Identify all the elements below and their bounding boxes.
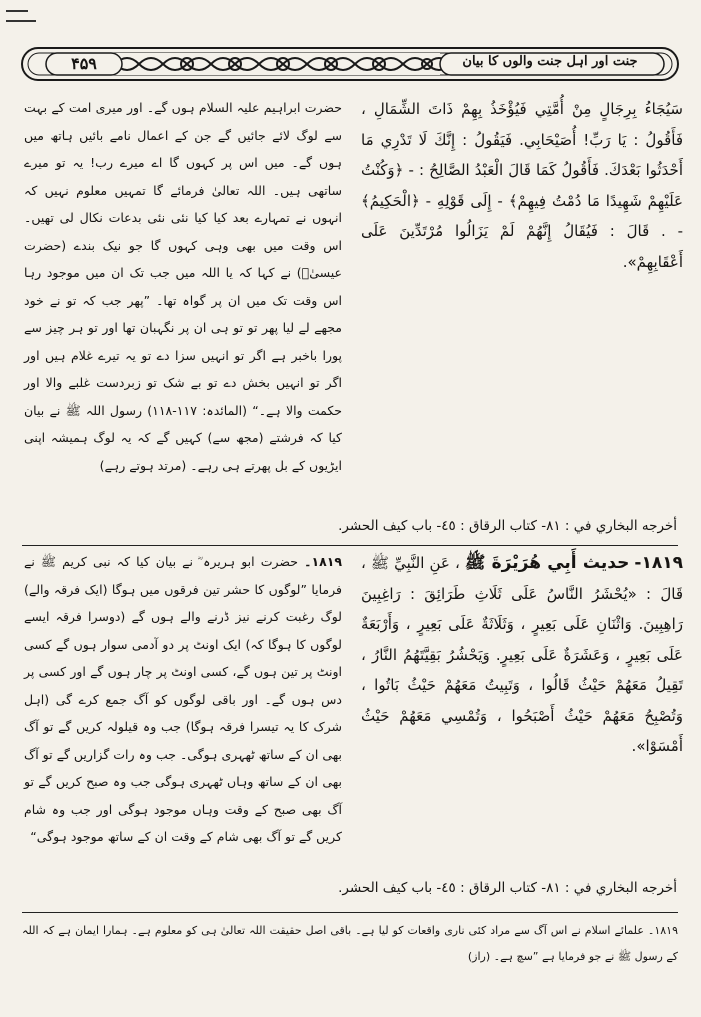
footnote-divider [22, 912, 678, 913]
running-title: جنت اور اہل جنت والوں کا بیان [462, 54, 638, 69]
hadith-label: حديث أَبِي هُرَيْرَةَ ﷺ [464, 553, 630, 573]
urdu-translation-block-2 [24, 548, 342, 851]
arabic-text-block-2 [361, 548, 683, 762]
arabic-hadith-text: سَيُجَاءُ بِرِجَالٍ مِنْ أُمَّتِي فَيُؤْخَذُ بِهِمْ ذَاتَ الشِّمَالِ ، فَأَقُولُ : يَا رَبِّ! أُصَيْحَابِي. فَيَقُولُ : إِنَّكَ لَا تَدْرِي مَا أَحْدَثُوا بَعْدَكَ. فَأَقُولُ كَمَا قَالَ الْعَبْدُ الصَّالِحُ : - ﴿وَكُنْتُ عَلَيْهِمْ شَهِيدًا مَا دُمْتُ فِيهِمْ﴾ - إِلَى قَوْلِهِ - ﴿الْحَكِيمُ﴾ - . قَالَ : فَيُقَالُ إِنَّهُمْ لَمْ يَزَالُوا مُرْتَدِّينَ عَلَى أَعْقَابِهِمْ». [361, 100, 683, 271]
arabic-text-block-1 [361, 94, 683, 277]
hadith-source-reference-2: أخرجه البخاري في : ٨١- كتاب الرقاق : ٤٥- باب كيف الحشر. [338, 880, 677, 896]
hadith-source-reference-1: أخرجه البخاري في : ٨١- كتاب الرقاق : ٤٥- باب كيف الحشر. [338, 518, 677, 534]
urdu-translation-text: حضرت ابو ہریرہ ؓ نے بیان کیا کہ نبی کریم ﷺ نے فرمایا ”لوگوں کا حشر تین فرقوں میں ہوگا (ایک فرقہ والے) لوگ رغبت کرنے نیز ڈرنے والے ہوں گے (دوسرا فرقہ ایسے لوگوں کا ہوگا کہ) ایک اونٹ پر دو آدمی سوار ہوں گے کسی اونٹ پر تین ہوں گے، کسی اونٹ پر چار ہوں گے اور کسی پر دس ہوں گے۔ اور باقی لوگوں کو آگ جمع کرے گی (اہل شرک کا یہ تیسرا فرقہ ہوگا) جب وہ قیلولہ کریں گے تو آگ بھی ان کے ساتھ ٹھہری ہوگی۔ جب وہ رات گزاریں گے تو آگ بھی ان کے ساتھ وہاں ٹھہری ہوگی جب وہ صبح کریں گے تو آگ بھی صبح کے وقت وہاں موجود ہوگی اور جب وہ شام کریں گے تو آگ بھی شام کے وقت ان کے ساتھ موجود ہوگی“ [24, 554, 342, 844]
section-divider [22, 545, 678, 546]
urdu-translation-text: حضرت ابراہیم علیہ السلام ہوں گے۔ اور میری امت کے بہت سے لوگ لائے جائیں گے جن کے اعمال نامے بائیں ہاتھ میں ہوں گے۔ میں اس پر کہوں گا اے میرے رب! یہ تو میرے ساتھی ہیں۔ اللہ تعالیٰ فرمائے گا تمہیں معلوم نہیں کہ انہوں نے تمہارے بعد کیا کیا نئی نئی بدعات نکال لی تھیں۔ اس وقت میں بھی وہی کہوں گا جو نیک بندے (حضرت عیسیٰؑ) نے کہا کہ یا اللہ میں جب تک ان میں موجود رہا اس وقت تک میں ان پر گواہ تھا۔ ”پھر جب کہ تو نے خود مجھے لے لیا پھر تو تو ہی ان پر نگہبان تھا اور تو ہر چیز سے پورا باخبر ہے اگر تو انہیں سزا دے تو یہ تیرے غلام ہیں اور اگر تو انہیں بخش دے تو بے شک تو زبردست غلبے والا اور حکمت والا ہے۔“ (المائدہ: ۱۱۷-۱۱۸) رسول اللہ ﷺ نے بیان کیا کہ فرشتے (مجھ سے) کہیں گے کہ یہ لوگ ہمیشہ اپنی ایڑیوں کے بل پھرتے ہی رہے۔ (مرتد ہوتے رہے) [24, 100, 342, 473]
page-header [20, 44, 680, 84]
page-number: ۴۵۹ [71, 54, 97, 73]
footnote: ۱۸۱۹۔ علمائے اسلام نے اس آگ سے مراد کئی ناری واقعات کو لیا ہے۔ باقی اصل حقیقت اللہ تعالیٰ ہی کو معلوم ہے۔ ہمارا ایمان ہے کہ اللہ کے رسول ﷺ نے جو فرمایا ہے ”سچ ہے۔ (راز) [22, 924, 678, 963]
arabic-hadith-text: ، عَنِ النَّبِيِّ ﷺ ، قَالَ : «يُحْشَرُ النَّاسُ عَلَى ثَلَاثِ طَرَائِقَ : رَاغِبِينَ رَاهِبِينَ. وَاثْنَانِ عَلَى بَعِيرٍ ، وَثَلَاثَةٌ عَلَى بَعِيرٍ ، وَأَرْبَعَةٌ عَلَى بَعِيرٍ ، وَعَشَرَةٌ عَلَى بَعِيرٍ. وَيَحْشُرُ بَقِيَّتَهُمُ النَّارُ ، تَقِيلُ مَعَهُمْ حَيْثُ قَالُوا ، وَتَبِيتُ مَعَهُمْ حَيْثُ بَاتُوا ، وَتُصْبِحُ مَعَهُمْ حَيْثُ أَصْبَحُوا ، وَتُمْسِي مَعَهُمْ حَيْثُ أَمْسَوْا». [361, 554, 683, 755]
urdu-translation-block-1 [24, 94, 342, 479]
hadith-number: ١٨١٩- [634, 553, 683, 573]
corner-mark [6, 6, 36, 28]
urdu-hadith-number: ۱۸۱۹۔ [304, 554, 342, 569]
